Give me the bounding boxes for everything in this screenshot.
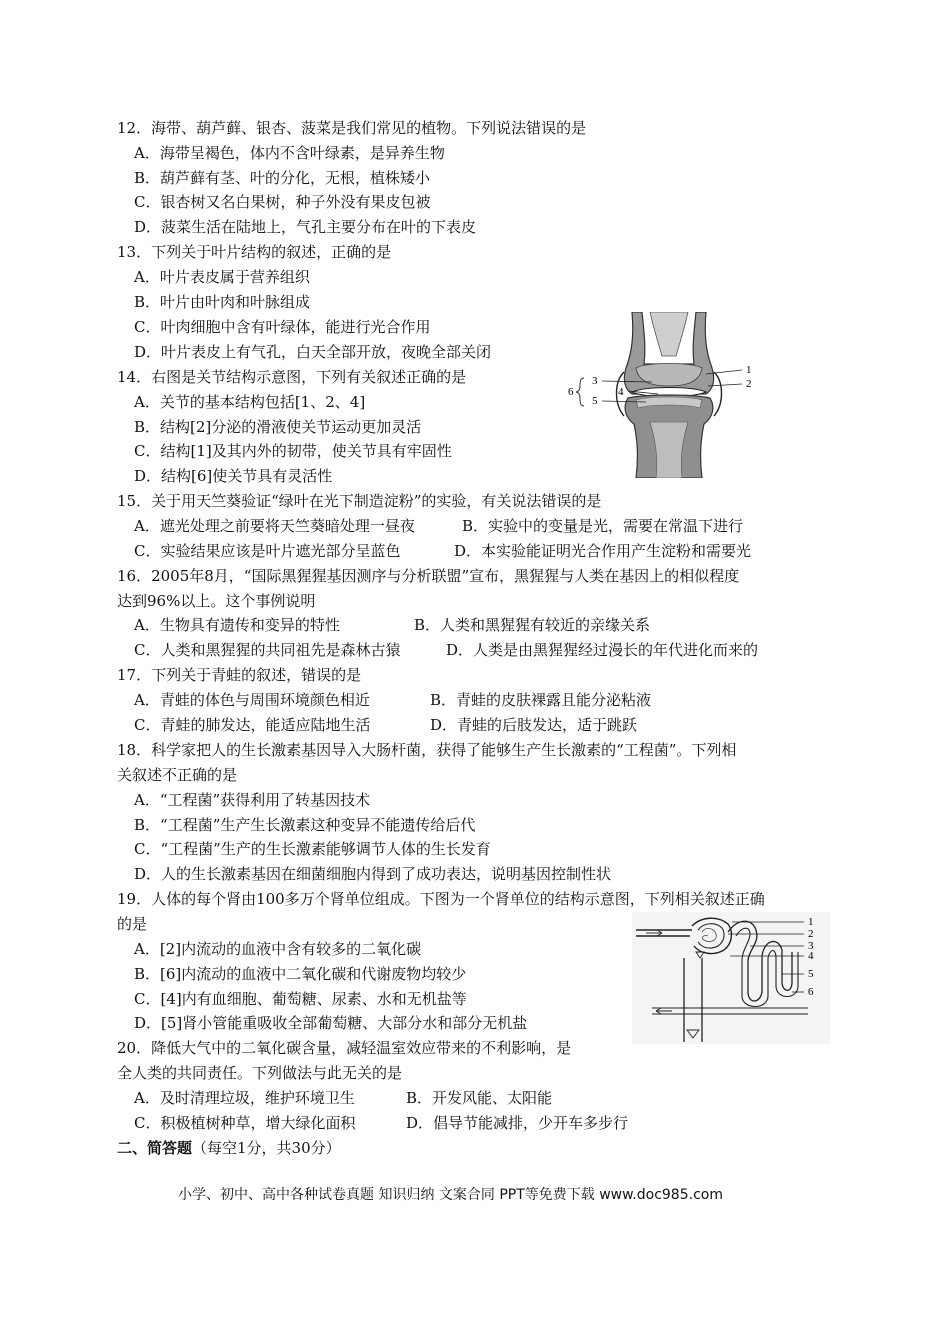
q20-option-d: D．倡导节能减排，少开车多步行	[406, 1114, 629, 1132]
section-2-title: 二、简答题	[117, 1139, 193, 1157]
nephron-label-5: 5	[808, 968, 814, 980]
q14-stem: 14．右图是关节结构示意图，下列有关叙述正确的是	[117, 368, 467, 386]
q16-option-b: B．人类和黑猩猩有较近的亲缘关系	[414, 616, 651, 634]
q13-stem: 13．下列关于叶片结构的叙述，正确的是	[117, 243, 392, 261]
q13-option-d: D．叶片表皮上有气孔，白天全部开放，夜晚全部关闭	[134, 343, 492, 361]
nephron-label-6: 6	[808, 986, 814, 998]
q16-option-c: C．人类和黑猩猩的共同祖先是森林古猿	[134, 641, 401, 659]
q16-stem-line1: 16．2005年8月，“国际黑猩猩基因测序与分析联盟”宣布，黑猩猩与人类在基因上的相似程度	[117, 567, 740, 585]
q20-option-b: B．开发风能、太阳能	[406, 1089, 553, 1107]
section-2-heading	[117, 1138, 341, 1158]
nephron-label-1: 1	[808, 916, 814, 928]
q20-option-a: A．及时清理垃圾，维护环境卫生	[134, 1089, 355, 1107]
nephron-label-2: 2	[808, 928, 814, 940]
q16-stem-line2: 达到96%以上。这个事例说明	[117, 592, 316, 610]
q15-option-c: C．实验结果应该是叶片遮光部分呈蓝色	[134, 542, 401, 560]
q18-option-d: D．人的生长激素基因在细菌细胞内得到了成功表达，说明基因控制性状	[134, 865, 612, 883]
q17-option-d: D．青蛙的后肢发达，适于跳跃	[430, 716, 638, 734]
q18-option-a: A．“工程菌”获得利用了转基因技术	[134, 791, 371, 809]
joint-structure-diagram	[566, 312, 766, 478]
joint-label-3: 3	[592, 375, 598, 387]
q15-option-a: A．遮光处理之前要将天竺葵暗处理一昼夜	[134, 517, 415, 535]
q19-option-d: D．[5]肾小管能重吸收全部葡萄糖、大部分水和部分无机盐	[134, 1014, 528, 1032]
joint-label-1: 1	[746, 364, 752, 376]
q14-option-c: C．结构[1]及其内外的韧带，使关节具有牢固性	[134, 442, 452, 460]
joint-label-2: 2	[746, 378, 752, 390]
q20-option-c: C．积极植树种草，增大绿化面积	[134, 1114, 356, 1132]
q18-option-c: C．“工程菌”生产的生长激素能够调节人体的生长发育	[134, 840, 491, 858]
q19-option-b: B．[6]内流动的血液中二氧化碳和代谢废物均较少	[134, 965, 467, 983]
q18-stem-line1: 18．科学家把人的生长激素基因导入大肠杆菌，获得了能够生产生长激素的“工程菌”。下列相	[117, 741, 737, 759]
q14-option-a: A．关节的基本结构包括[1、2、4]	[134, 393, 366, 411]
q17-stem: 17．下列关于青蛙的叙述，错误的是	[117, 666, 362, 684]
q18-stem-line2: 关叙述不正确的是	[117, 766, 238, 784]
q13-option-a: A．叶片表皮属于营养组织	[134, 268, 310, 286]
q12-option-a: A．海带呈褐色，体内不含叶绿素，是异养生物	[134, 144, 445, 162]
joint-label-4: 4	[618, 386, 624, 398]
page-footer: 小学、初中、高中各种试卷真题 知识归纳 文案合同 PPT等免费下载 www.doc985.com	[178, 1187, 723, 1203]
q20-stem-line1: 20．降低大气中的二氧化碳含量，减轻温室效应带来的不利影响，是	[117, 1039, 572, 1057]
q13-option-c: C．叶肉细胞中含有叶绿体，能进行光合作用	[134, 318, 431, 336]
section-2-note: （每空1分，共30分）	[192, 1139, 341, 1157]
q19-option-a: A．[2]内流动的血液中含有较多的二氧化碳	[134, 940, 422, 958]
q15-stem: 15．关于用天竺葵验证“绿叶在光下制造淀粉”的实验，有关说法错误的是	[117, 492, 602, 510]
q12-option-d: D．菠菜生活在陆地上，气孔主要分布在叶的下表皮	[134, 218, 477, 236]
nephron-structure-diagram	[632, 912, 830, 1044]
joint-label-5: 5	[592, 395, 598, 407]
q19-stem-line2: 的是	[117, 915, 148, 933]
q13-option-b: B．叶片由叶肉和叶脉组成	[134, 293, 311, 311]
q17-option-a: A．青蛙的体色与周围环境颜色相近	[134, 691, 370, 709]
q16-option-a: A．生物具有遗传和变异的特性	[134, 616, 340, 634]
q12-option-c: C．银杏树又名白果树，种子外没有果皮包被	[134, 193, 431, 211]
q16-option-d: D．人类是由黑猩猩经过漫长的年代进化而来的	[446, 641, 759, 659]
nephron-label-3: 3	[808, 940, 814, 952]
q19-stem-line1: 19．人体的每个肾由100多万个肾单位组成。下图为一个肾单位的结构示意图，下列相关叙述正确	[117, 890, 765, 908]
q15-option-b: B．实验中的变量是光，需要在常温下进行	[462, 517, 744, 535]
nephron-label-4: 4	[808, 950, 814, 962]
q12-stem: 12．海带、葫芦藓、银杏、菠菜是我们常见的植物。下列说法错误的是	[117, 119, 587, 137]
q17-option-c: C．青蛙的肺发达，能适应陆地生活	[134, 716, 371, 734]
q19-option-c: C．[4]内有血细胞、葡萄糖、尿素、水和无机盐等	[134, 990, 467, 1008]
q15-option-d: D．本实验能证明光合作用产生淀粉和需要光	[454, 542, 752, 560]
q14-option-b: B．结构[2]分泌的滑液使关节运动更加灵活	[134, 418, 422, 436]
q14-option-d: D．结构[6]使关节具有灵活性	[134, 467, 333, 485]
joint-label-6: 6	[568, 386, 574, 398]
q12-option-b: B．葫芦藓有茎、叶的分化，无根，植株矮小	[134, 169, 431, 187]
q17-option-b: B．青蛙的皮肤裸露且能分泌粘液	[430, 691, 652, 709]
q18-option-b: B．“工程菌”生产生长激素这种变异不能遗传给后代	[134, 816, 476, 834]
q20-stem-line2: 全人类的共同责任。下列做法与此无关的是	[117, 1064, 403, 1082]
